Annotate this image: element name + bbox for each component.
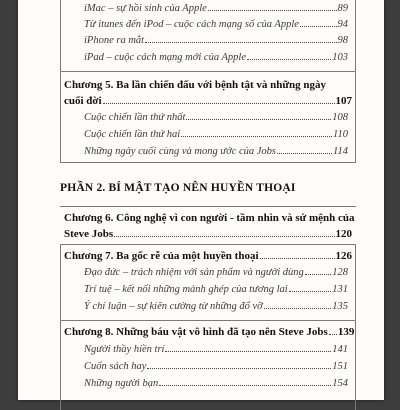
document-page [18, 0, 384, 400]
toc-entry[interactable] [84, 146, 348, 157]
chapter6-title-line1[interactable]: Chương 6. Công nghệ vì con người - tầm nhìn và sứ mệnh của [64, 212, 355, 224]
chapter6-entry[interactable] [64, 228, 352, 240]
toc-entry-title: Đạo đức – trách nhiệm với sản phẩm và người dùng [84, 267, 304, 278]
toc-entry-page: 103 [332, 52, 348, 63]
toc-entry-title: iPhone ra mắt [84, 35, 145, 46]
toc-entry-page: 110 [333, 129, 348, 140]
dot-leader [165, 351, 331, 352]
toc-entry-page: 131 [332, 284, 348, 295]
dot-leader [300, 26, 337, 27]
toc-entry-page: 128 [332, 267, 348, 278]
toc-entry[interactable] [84, 112, 348, 123]
chapter7-entry[interactable] [64, 250, 352, 262]
toc-entry[interactable] [84, 129, 348, 140]
chapter7-page: 126 [335, 250, 352, 262]
dot-leader [260, 258, 335, 259]
dot-leader [147, 368, 331, 369]
toc-entry-title: Từ itunes đến iPod – cuộc cách mạng số của Apple [84, 19, 299, 30]
chapter5-page: 107 [335, 95, 352, 107]
toc-entry[interactable] [84, 35, 348, 46]
chapter5-entry[interactable] [64, 95, 352, 107]
dot-leader [277, 153, 332, 154]
toc-entry[interactable] [84, 3, 348, 14]
dot-leader [145, 42, 336, 43]
chapter6-title-line2: Steve Jobs [64, 228, 114, 240]
toc-entry-title: iMac – sự hồi sinh của Apple [84, 3, 207, 14]
chapter7-title: Chương 7. Ba gốc rễ của một huyền thoại [64, 250, 259, 262]
chapter5-title-line1[interactable]: Chương 5. Ba lần chiến đấu với bệnh tật và những ngày [64, 79, 326, 91]
toc-entry-page: 98 [337, 35, 348, 46]
dot-leader [186, 119, 331, 120]
toc-entry[interactable] [84, 344, 348, 355]
dot-leader [305, 274, 331, 275]
toc-entry-page: 154 [332, 378, 348, 389]
dot-leader [264, 308, 331, 309]
toc-entry[interactable] [84, 52, 348, 63]
toc-entry-title: Người thầy hiền trí [84, 344, 165, 355]
toc-entry-title: Trí tuệ – kết nối những mảnh ghép của tương lai [84, 284, 288, 295]
divider [60, 206, 356, 207]
dot-leader [289, 291, 332, 292]
chapter8-page: 139 [337, 326, 355, 338]
toc-entry-title: Cuộc chiến lần thứ nhất [84, 112, 186, 123]
toc-entry-title: Cuốn sách hay [84, 361, 147, 372]
toc-entry-page: 94 [337, 19, 348, 30]
toc-entry-page: 151 [332, 361, 348, 372]
toc-entry-title: Những ngày cuối cùng và mong ước của Jobs [84, 146, 277, 157]
toc-entry[interactable] [84, 301, 348, 312]
toc-entry-page: 141 [332, 344, 348, 355]
chapter8-entry[interactable] [64, 326, 355, 338]
toc-entry[interactable] [84, 361, 348, 372]
dot-leader [247, 59, 331, 60]
toc-entry-title: iPad – cuộc cách mạng mới của Apple [84, 52, 246, 63]
toc-entry-title: Ý chí luận – sự kiên cường từ những đổ vỡ [84, 301, 263, 312]
toc-entry[interactable] [84, 284, 348, 295]
toc-entry-page: 89 [337, 3, 348, 14]
dot-leader [208, 10, 337, 11]
toc-entry[interactable] [84, 267, 348, 278]
part2-heading: PHẦN 2. BÍ MẬT TẠO NÊN HUYỀN THOẠI [60, 182, 296, 194]
chapter5-title-line2: cuối đời [64, 95, 102, 107]
toc-entry[interactable] [84, 378, 348, 389]
toc-entry[interactable] [84, 19, 348, 30]
dot-leader [114, 236, 334, 237]
chapter8-title: Chương 8. Những báu vật vô hình đã tạo nên Steve Jobs [64, 326, 328, 338]
toc-entry-page: 108 [332, 112, 348, 123]
toc-entry-page: 135 [332, 301, 348, 312]
toc-entry-title: Những người bạn [84, 378, 159, 389]
dot-leader [103, 103, 335, 104]
dot-leader [329, 334, 337, 335]
chapter6-page: 120 [335, 228, 352, 240]
toc-entry-title: Cuộc chiến lần thứ hai [84, 129, 181, 140]
dot-leader [181, 136, 332, 137]
toc-entry-page: 114 [333, 146, 348, 157]
dot-leader [159, 385, 331, 386]
